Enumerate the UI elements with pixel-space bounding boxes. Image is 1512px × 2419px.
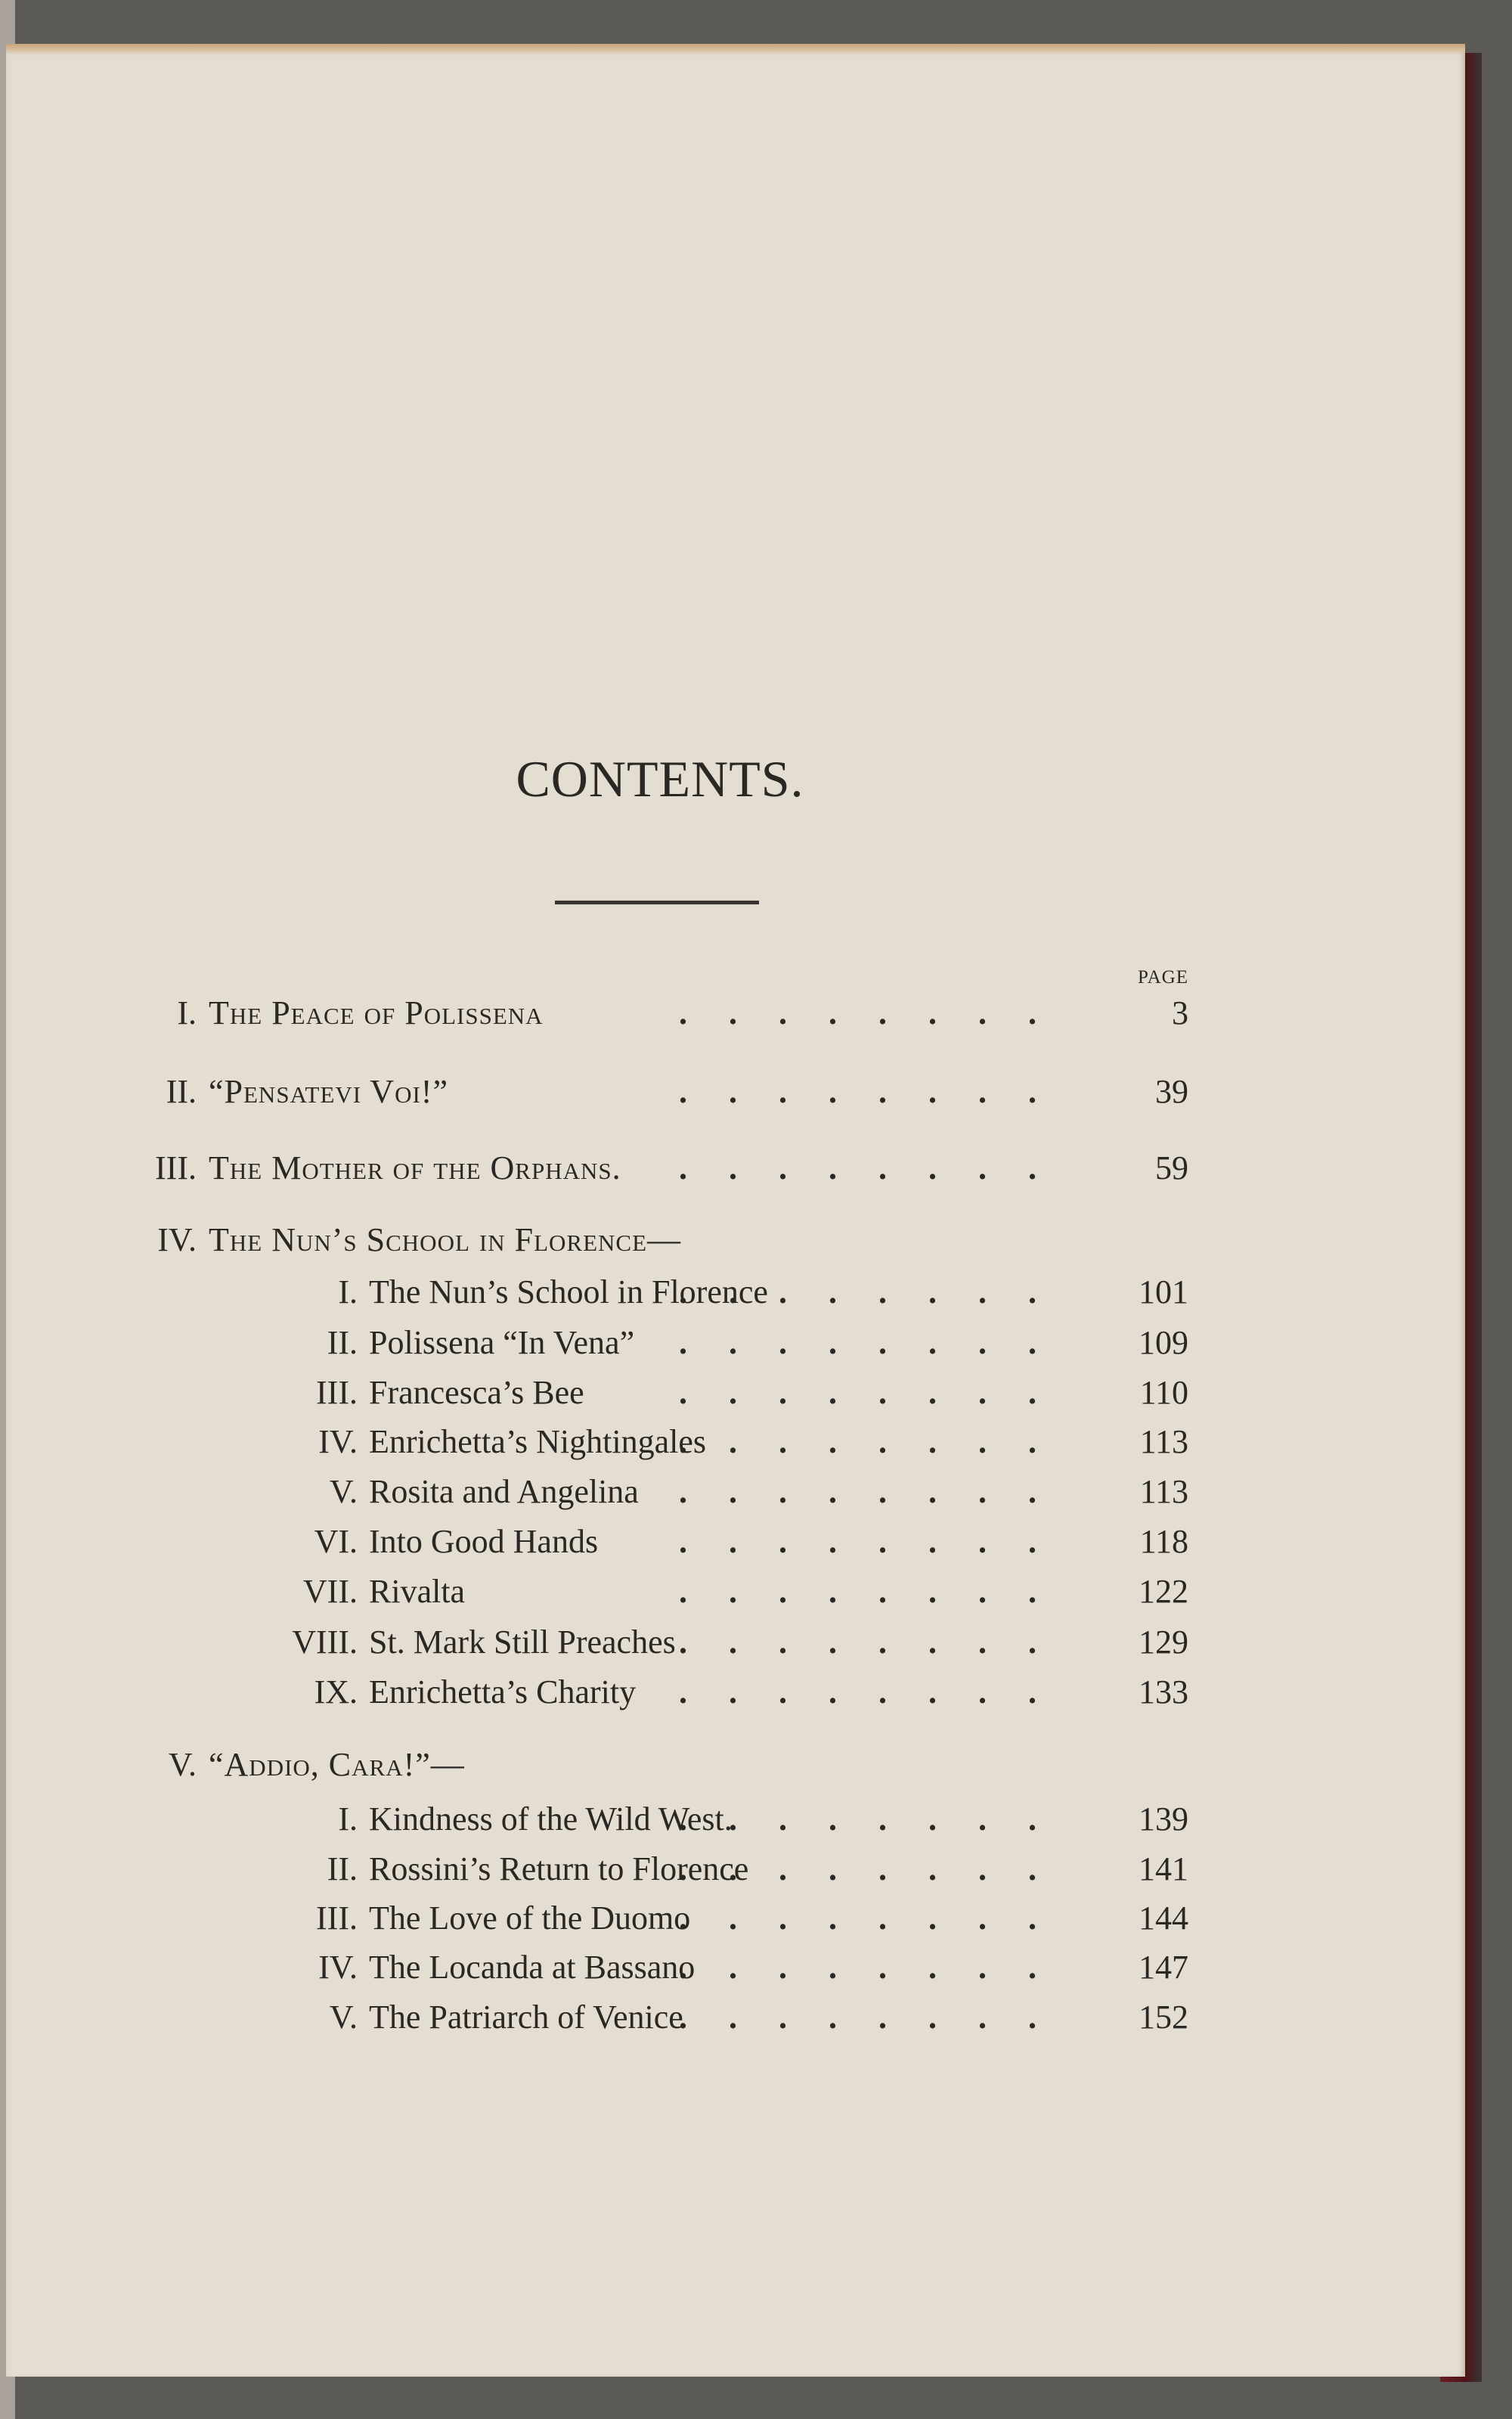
toc-section-row [6, 1375, 1216, 1411]
section-numeral: I. [338, 1800, 358, 1838]
section-numeral: II. [327, 1324, 358, 1361]
page-number: 139 [1139, 1800, 1188, 1838]
section-title: Rosita and Angelina [369, 1473, 639, 1510]
toc-section-row [6, 1999, 1216, 2036]
dot-leader [679, 1524, 1080, 1560]
page-number: 59 [1155, 1149, 1188, 1186]
section-numeral: I. [338, 1273, 358, 1310]
section-title: Kindness of the Wild West. [369, 1800, 733, 1838]
toc-section-row [6, 1524, 1216, 1560]
section-numeral: IV. [318, 1423, 358, 1460]
title-rule [555, 901, 759, 904]
dot-leader [679, 1949, 1080, 1986]
chapter-numeral: I. [177, 994, 197, 1031]
section-numeral: VII. [302, 1573, 358, 1610]
section-title: The Nun’s School in Florence [369, 1273, 768, 1310]
page-number: 141 [1139, 1850, 1188, 1887]
dot-leader [679, 1375, 1080, 1411]
chapter-title: “Addio, Cara!”— [209, 1746, 465, 1783]
section-numeral: V. [329, 1473, 358, 1510]
dot-leader [679, 1474, 1080, 1510]
chapter-numeral: II. [166, 1073, 197, 1110]
section-title: Enrichetta’s Charity [369, 1673, 637, 1710]
toc-section-row [6, 1624, 1216, 1661]
dot-leader [679, 1624, 1080, 1661]
dot-leader [679, 1801, 1080, 1838]
toc-section-row [6, 1851, 1216, 1887]
toc-chapter-row [6, 1150, 1216, 1186]
dot-leader [679, 995, 1080, 1031]
section-title: Polissena “In Vena” [369, 1324, 635, 1361]
toc-chapter-heading [6, 1747, 1216, 1783]
toc-section-row [6, 1949, 1216, 1986]
page-number: 129 [1139, 1624, 1188, 1661]
toc-chapter-row [6, 995, 1216, 1031]
section-numeral: II. [327, 1850, 358, 1887]
toc-section-row [6, 1325, 1216, 1361]
toc-chapter-row [6, 1074, 1216, 1110]
section-title: The Patriarch of Venice [369, 1999, 683, 2036]
chapter-title: “Pensatevi Voi!” [209, 1073, 448, 1110]
page-number: 122 [1139, 1573, 1188, 1610]
toc-section-row [6, 1424, 1216, 1460]
page-number: 152 [1139, 1999, 1188, 2036]
chapter-numeral: III. [155, 1149, 197, 1186]
dot-leader [679, 1574, 1080, 1610]
page-number: 118 [1139, 1523, 1188, 1560]
page-number: 3 [1172, 994, 1188, 1031]
dot-leader [679, 1851, 1080, 1887]
page-number: 113 [1139, 1473, 1188, 1510]
toc-section-row [6, 1674, 1216, 1710]
section-title: Rossini’s Return to Florence [369, 1850, 749, 1887]
dot-leader [679, 1424, 1080, 1460]
section-numeral: III. [316, 1374, 358, 1411]
section-numeral: VI. [314, 1523, 358, 1560]
page-number: 147 [1139, 1949, 1188, 1986]
deckled-top-edge [6, 44, 1465, 54]
page-number: 144 [1139, 1900, 1188, 1937]
toc-section-row [6, 1474, 1216, 1510]
chapter-title: The Nun’s School in Florence— [209, 1221, 682, 1258]
section-title: The Love of the Duomo [369, 1900, 691, 1937]
section-numeral: VIII. [292, 1624, 358, 1661]
dot-leader [679, 1274, 1080, 1310]
dot-leader [679, 1999, 1080, 2036]
chapter-title: The Peace of Polissena [209, 994, 544, 1031]
page-title: CONTENTS. [516, 750, 804, 808]
dot-leader [679, 1150, 1080, 1186]
chapter-title: The Mother of the Orphans. [209, 1149, 621, 1186]
section-numeral: III. [316, 1900, 358, 1937]
page-column-label: PAGE [1138, 967, 1188, 988]
page-number: 133 [1139, 1673, 1188, 1710]
toc-section-row [6, 1574, 1216, 1610]
page-number: 109 [1139, 1324, 1188, 1361]
toc-section-row [6, 1274, 1216, 1310]
chapter-numeral: V. [168, 1746, 197, 1783]
section-title: St. Mark Still Preaches [369, 1624, 676, 1661]
section-title: Into Good Hands [369, 1523, 599, 1560]
toc-section-row [6, 1801, 1216, 1838]
chapter-numeral: IV. [157, 1221, 197, 1258]
section-title: Francesca’s Bee [369, 1374, 584, 1411]
dot-leader [679, 1325, 1080, 1361]
page-number: 101 [1139, 1273, 1188, 1310]
section-title: Enrichetta’s Nightingales [369, 1423, 706, 1460]
dot-leader [679, 1674, 1080, 1710]
book-page [6, 44, 1465, 2377]
page-number: 113 [1139, 1423, 1188, 1460]
section-numeral: V. [329, 1999, 358, 2036]
section-numeral: IV. [318, 1949, 358, 1986]
section-title: Rivalta [369, 1573, 466, 1610]
page-number: 110 [1139, 1374, 1188, 1411]
toc-chapter-heading [6, 1222, 1216, 1258]
section-title: The Locanda at Bassano [369, 1949, 696, 1986]
dot-leader [679, 1900, 1080, 1937]
page-number: 39 [1155, 1073, 1188, 1110]
section-numeral: IX. [314, 1673, 358, 1710]
dot-leader [679, 1074, 1080, 1110]
toc-section-row [6, 1900, 1216, 1937]
